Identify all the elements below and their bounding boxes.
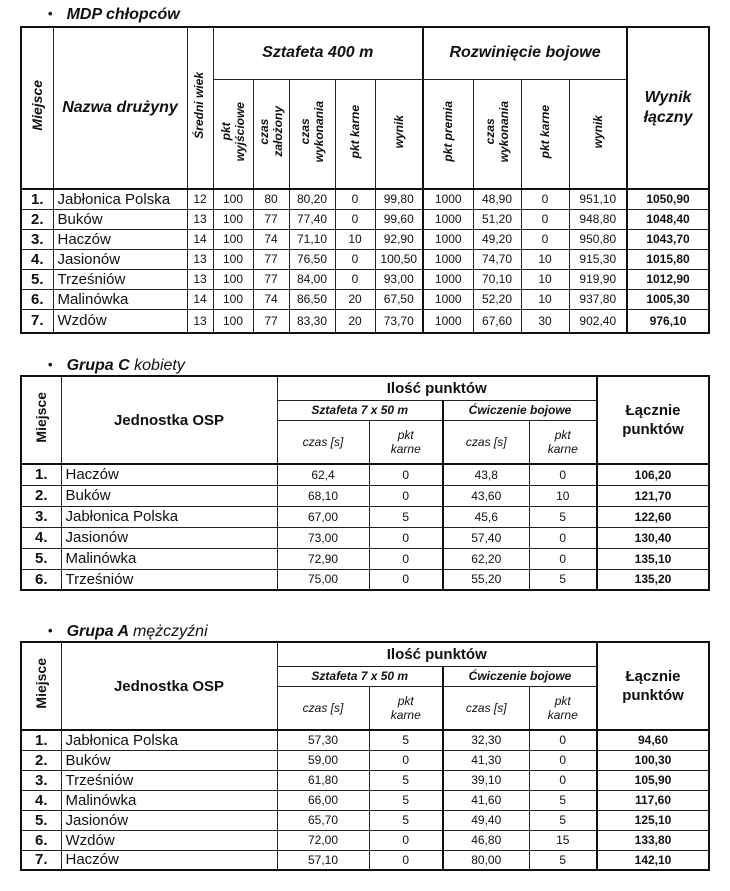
r-wynik-cell: 950,80 bbox=[569, 229, 627, 249]
col-header-czas: czas [s] bbox=[443, 686, 529, 730]
place-cell: 3. bbox=[21, 506, 61, 527]
col-header-jednostka: Jednostka OSP bbox=[61, 642, 277, 730]
place-cell: 5. bbox=[21, 810, 61, 830]
place-cell: 6. bbox=[21, 830, 61, 850]
col-header-r-pkt-karne: pkt karne bbox=[521, 79, 569, 189]
pkt-wyjsciowe-cell: 100 bbox=[213, 309, 253, 333]
sztafeta-pkt-karne-cell: 0 bbox=[369, 548, 443, 569]
table-row bbox=[21, 850, 709, 870]
czas-zalozony-cell: 77 bbox=[253, 249, 289, 269]
sztafeta-pkt-karne-cell: 5 bbox=[369, 790, 443, 810]
unit-name-cell: Jasionów bbox=[61, 810, 277, 830]
unit-name-cell: Haczów bbox=[61, 850, 277, 870]
mdp-results-table bbox=[20, 26, 710, 334]
group-header-ilosc-punktow: Ilość punktów bbox=[277, 642, 597, 666]
czas-zalozony-cell: 77 bbox=[253, 269, 289, 289]
sztafeta-czas-cell: 66,00 bbox=[277, 790, 369, 810]
lacznie-punktow-cell: 106,20 bbox=[597, 464, 709, 485]
place-cell: 1. bbox=[21, 730, 61, 750]
unit-name-cell: Jabłonica Polska bbox=[61, 506, 277, 527]
sztafeta-pkt-karne-cell: 5 bbox=[369, 506, 443, 527]
place-cell: 7. bbox=[21, 850, 61, 870]
avg-age-cell: 13 bbox=[187, 309, 213, 333]
col-header-pkt-premia: pkt premia bbox=[423, 79, 473, 189]
unit-name-cell: Buków bbox=[61, 485, 277, 506]
cwiczenie-pkt-karne-cell: 0 bbox=[529, 548, 597, 569]
czas-zalozony-cell: 74 bbox=[253, 289, 289, 309]
col-header-miejsce: Miejsce bbox=[21, 642, 61, 730]
sztafeta-czas-cell: 72,90 bbox=[277, 548, 369, 569]
r-czas-wykonania-cell: 48,90 bbox=[473, 189, 521, 209]
place-cell: 1. bbox=[21, 189, 53, 209]
cwiczenie-czas-cell: 43,60 bbox=[443, 485, 529, 506]
pkt-wyjsciowe-cell: 100 bbox=[213, 249, 253, 269]
col-header-r-czas-wykonania: czas wykonania bbox=[473, 79, 521, 189]
team-name-cell: Buków bbox=[53, 209, 187, 229]
lacznie-punktow-cell: 100,30 bbox=[597, 750, 709, 770]
table-row bbox=[21, 229, 709, 249]
col-header-pkt-karne: pkt karne bbox=[529, 420, 597, 464]
cwiczenie-czas-cell: 57,40 bbox=[443, 527, 529, 548]
cwiczenie-czas-cell: 32,30 bbox=[443, 730, 529, 750]
czas-zalozony-cell: 77 bbox=[253, 309, 289, 333]
r-czas-wykonania-cell: 74,70 bbox=[473, 249, 521, 269]
pkt-premia-cell: 1000 bbox=[423, 289, 473, 309]
col-header-pkt-karne: pkt karne bbox=[335, 79, 375, 189]
czas-wykonania-cell: 80,20 bbox=[289, 189, 335, 209]
czas-wykonania-cell: 84,00 bbox=[289, 269, 335, 289]
lacznie-punktow-cell: 130,40 bbox=[597, 527, 709, 548]
r-wynik-cell: 915,30 bbox=[569, 249, 627, 269]
place-cell: 4. bbox=[21, 790, 61, 810]
lacznie-punktow-cell: 105,90 bbox=[597, 770, 709, 790]
place-cell: 1. bbox=[21, 464, 61, 485]
pkt-wyjsciowe-cell: 100 bbox=[213, 269, 253, 289]
wynik-cell: 99,60 bbox=[375, 209, 423, 229]
table-row bbox=[21, 485, 709, 506]
pkt-karne-cell: 10 bbox=[335, 229, 375, 249]
unit-name-cell: Jabłonica Polska bbox=[61, 730, 277, 750]
pkt-premia-cell: 1000 bbox=[423, 309, 473, 333]
cwiczenie-pkt-karne-cell: 5 bbox=[529, 569, 597, 590]
col-header-czas-wykonania: czas wykonania bbox=[289, 79, 335, 189]
table-row bbox=[21, 770, 709, 790]
r-wynik-cell: 951,10 bbox=[569, 189, 627, 209]
r-wynik-cell: 902,40 bbox=[569, 309, 627, 333]
czas-wykonania-cell: 83,30 bbox=[289, 309, 335, 333]
wynik-laczny-cell: 1048,40 bbox=[627, 209, 709, 229]
avg-age-cell: 13 bbox=[187, 249, 213, 269]
r-pkt-karne-cell: 30 bbox=[521, 309, 569, 333]
r-wynik-cell: 937,80 bbox=[569, 289, 627, 309]
r-czas-wykonania-cell: 49,20 bbox=[473, 229, 521, 249]
sztafeta-pkt-karne-cell: 0 bbox=[369, 750, 443, 770]
group-header-cwiczenie: Ćwiczenie bojowe bbox=[443, 400, 597, 420]
place-cell: 5. bbox=[21, 269, 53, 289]
unit-name-cell: Malinówka bbox=[61, 548, 277, 569]
pkt-premia-cell: 1000 bbox=[423, 229, 473, 249]
col-header-wiek: Średni wiek bbox=[187, 27, 213, 189]
lacznie-punktow-cell: 121,70 bbox=[597, 485, 709, 506]
table-row bbox=[21, 209, 709, 229]
unit-name-cell: Wzdów bbox=[61, 830, 277, 850]
sztafeta-pkt-karne-cell: 0 bbox=[369, 485, 443, 506]
place-cell: 3. bbox=[21, 229, 53, 249]
pkt-premia-cell: 1000 bbox=[423, 249, 473, 269]
sztafeta-pkt-karne-cell: 0 bbox=[369, 527, 443, 548]
lacznie-punktow-cell: 135,20 bbox=[597, 569, 709, 590]
sztafeta-czas-cell: 62,4 bbox=[277, 464, 369, 485]
sztafeta-pkt-karne-cell: 0 bbox=[369, 569, 443, 590]
grupa-c-section-title: • Grupa C kobiety bbox=[48, 357, 185, 374]
r-pkt-karne-cell: 10 bbox=[521, 269, 569, 289]
cwiczenie-pkt-karne-cell: 0 bbox=[529, 750, 597, 770]
table-row bbox=[21, 249, 709, 269]
col-header-pkt-karne: pkt karne bbox=[369, 420, 443, 464]
pkt-karne-cell: 20 bbox=[335, 309, 375, 333]
team-name-cell: Haczów bbox=[53, 229, 187, 249]
sztafeta-czas-cell: 61,80 bbox=[277, 770, 369, 790]
wynik-cell: 73,70 bbox=[375, 309, 423, 333]
r-czas-wykonania-cell: 52,20 bbox=[473, 289, 521, 309]
team-name-cell: Trześniów bbox=[53, 269, 187, 289]
wynik-laczny-cell: 1043,70 bbox=[627, 229, 709, 249]
pkt-wyjsciowe-cell: 100 bbox=[213, 229, 253, 249]
table-row bbox=[21, 548, 709, 569]
table-row bbox=[21, 309, 709, 333]
wynik-laczny-cell: 976,10 bbox=[627, 309, 709, 333]
place-cell: 7. bbox=[21, 309, 53, 333]
table-row bbox=[21, 289, 709, 309]
cwiczenie-pkt-karne-cell: 5 bbox=[529, 790, 597, 810]
wynik-laczny-cell: 1050,90 bbox=[627, 189, 709, 209]
pkt-karne-cell: 0 bbox=[335, 209, 375, 229]
place-cell: 2. bbox=[21, 750, 61, 770]
table-row bbox=[21, 527, 709, 548]
place-cell: 3. bbox=[21, 770, 61, 790]
cwiczenie-pkt-karne-cell: 0 bbox=[529, 464, 597, 485]
wynik-cell: 99,80 bbox=[375, 189, 423, 209]
lacznie-punktow-cell: 133,80 bbox=[597, 830, 709, 850]
avg-age-cell: 13 bbox=[187, 209, 213, 229]
sztafeta-pkt-karne-cell: 0 bbox=[369, 850, 443, 870]
cwiczenie-czas-cell: 62,20 bbox=[443, 548, 529, 569]
wynik-cell: 100,50 bbox=[375, 249, 423, 269]
sztafeta-czas-cell: 67,00 bbox=[277, 506, 369, 527]
pkt-wyjsciowe-cell: 100 bbox=[213, 189, 253, 209]
sztafeta-czas-cell: 57,10 bbox=[277, 850, 369, 870]
unit-name-cell: Trześniów bbox=[61, 770, 277, 790]
czas-zalozony-cell: 80 bbox=[253, 189, 289, 209]
table-row bbox=[21, 506, 709, 527]
wynik-laczny-cell: 1012,90 bbox=[627, 269, 709, 289]
cwiczenie-pkt-karne-cell: 15 bbox=[529, 830, 597, 850]
col-header-czas: czas [s] bbox=[277, 686, 369, 730]
table-row bbox=[21, 810, 709, 830]
col-header-lacznie-punktow: Łącznie punktów bbox=[597, 642, 709, 730]
team-name-cell: Malinówka bbox=[53, 289, 187, 309]
cwiczenie-czas-cell: 55,20 bbox=[443, 569, 529, 590]
cwiczenie-pkt-karne-cell: 5 bbox=[529, 810, 597, 830]
col-header-miejsce: Miejsce bbox=[21, 376, 61, 464]
pkt-premia-cell: 1000 bbox=[423, 209, 473, 229]
col-header-r-wynik: wynik bbox=[569, 79, 627, 189]
lacznie-punktow-cell: 135,10 bbox=[597, 548, 709, 569]
col-header-wynik: wynik bbox=[375, 79, 423, 189]
lacznie-punktow-cell: 94,60 bbox=[597, 730, 709, 750]
r-czas-wykonania-cell: 51,20 bbox=[473, 209, 521, 229]
pkt-wyjsciowe-cell: 100 bbox=[213, 209, 253, 229]
pkt-karne-cell: 0 bbox=[335, 249, 375, 269]
unit-name-cell: Jasionów bbox=[61, 527, 277, 548]
sztafeta-pkt-karne-cell: 0 bbox=[369, 464, 443, 485]
wynik-cell: 93,00 bbox=[375, 269, 423, 289]
col-header-miejsce: Miejsce bbox=[21, 27, 53, 189]
czas-zalozony-cell: 74 bbox=[253, 229, 289, 249]
pkt-wyjsciowe-cell: 100 bbox=[213, 289, 253, 309]
place-cell: 6. bbox=[21, 289, 53, 309]
sztafeta-pkt-karne-cell: 5 bbox=[369, 770, 443, 790]
grupa-a-section-title: • Grupa A mężczyźni bbox=[48, 623, 208, 640]
sztafeta-czas-cell: 57,30 bbox=[277, 730, 369, 750]
col-header-wynik-laczny: Wynik łączny bbox=[627, 27, 709, 189]
sztafeta-czas-cell: 72,00 bbox=[277, 830, 369, 850]
team-name-cell: Wzdów bbox=[53, 309, 187, 333]
sztafeta-czas-cell: 73,00 bbox=[277, 527, 369, 548]
r-wynik-cell: 948,80 bbox=[569, 209, 627, 229]
r-czas-wykonania-cell: 70,10 bbox=[473, 269, 521, 289]
table-row bbox=[21, 830, 709, 850]
lacznie-punktow-cell: 142,10 bbox=[597, 850, 709, 870]
col-header-pkt-wyjsciowe: pkt wyjściowe bbox=[213, 79, 253, 189]
group-header-ilosc-punktow: Ilość punktów bbox=[277, 376, 597, 400]
team-name-cell: Jasionów bbox=[53, 249, 187, 269]
col-header-jednostka: Jednostka OSP bbox=[61, 376, 277, 464]
bullet-icon: • bbox=[48, 357, 53, 372]
table-row bbox=[21, 269, 709, 289]
table-row bbox=[21, 569, 709, 590]
group-header-rozwiniecie: Rozwinięcie bojowe bbox=[423, 27, 627, 79]
cwiczenie-czas-cell: 49,40 bbox=[443, 810, 529, 830]
czas-wykonania-cell: 76,50 bbox=[289, 249, 335, 269]
cwiczenie-pkt-karne-cell: 0 bbox=[529, 770, 597, 790]
sztafeta-czas-cell: 75,00 bbox=[277, 569, 369, 590]
cwiczenie-czas-cell: 43,8 bbox=[443, 464, 529, 485]
bullet-icon: • bbox=[48, 623, 53, 638]
cwiczenie-pkt-karne-cell: 10 bbox=[529, 485, 597, 506]
czas-wykonania-cell: 77,40 bbox=[289, 209, 335, 229]
team-name-cell: Jabłonica Polska bbox=[53, 189, 187, 209]
avg-age-cell: 13 bbox=[187, 269, 213, 289]
table-row bbox=[21, 790, 709, 810]
col-header-pkt-karne: pkt karne bbox=[369, 686, 443, 730]
table-row bbox=[21, 730, 709, 750]
cwiczenie-czas-cell: 45,6 bbox=[443, 506, 529, 527]
place-cell: 2. bbox=[21, 209, 53, 229]
wynik-cell: 67,50 bbox=[375, 289, 423, 309]
lacznie-punktow-cell: 117,60 bbox=[597, 790, 709, 810]
place-cell: 2. bbox=[21, 485, 61, 506]
sztafeta-czas-cell: 65,70 bbox=[277, 810, 369, 830]
mdp-section-title: • MDP chłopców bbox=[48, 6, 180, 23]
col-header-pkt-karne: pkt karne bbox=[529, 686, 597, 730]
unit-name-cell: Malinówka bbox=[61, 790, 277, 810]
lacznie-punktow-cell: 122,60 bbox=[597, 506, 709, 527]
table-row bbox=[21, 464, 709, 485]
table-row bbox=[21, 750, 709, 770]
cwiczenie-pkt-karne-cell: 5 bbox=[529, 506, 597, 527]
grupa-a-results-table bbox=[20, 641, 710, 871]
col-header-lacznie-punktow: Łącznie punktów bbox=[597, 376, 709, 464]
group-header-sztafeta: Sztafeta 7 x 50 m bbox=[277, 666, 443, 686]
sztafeta-czas-cell: 68,10 bbox=[277, 485, 369, 506]
place-cell: 6. bbox=[21, 569, 61, 590]
unit-name-cell: Trześniów bbox=[61, 569, 277, 590]
avg-age-cell: 14 bbox=[187, 289, 213, 309]
r-pkt-karne-cell: 0 bbox=[521, 189, 569, 209]
sztafeta-pkt-karne-cell: 5 bbox=[369, 730, 443, 750]
pkt-karne-cell: 20 bbox=[335, 289, 375, 309]
avg-age-cell: 14 bbox=[187, 229, 213, 249]
place-cell: 4. bbox=[21, 249, 53, 269]
cwiczenie-czas-cell: 41,60 bbox=[443, 790, 529, 810]
sztafeta-pkt-karne-cell: 0 bbox=[369, 830, 443, 850]
sztafeta-pkt-karne-cell: 5 bbox=[369, 810, 443, 830]
cwiczenie-czas-cell: 41,30 bbox=[443, 750, 529, 770]
col-header-czas: czas [s] bbox=[277, 420, 369, 464]
avg-age-cell: 12 bbox=[187, 189, 213, 209]
czas-wykonania-cell: 71,10 bbox=[289, 229, 335, 249]
group-header-sztafeta: Sztafeta 7 x 50 m bbox=[277, 400, 443, 420]
col-header-czas-zalozony: czas założony bbox=[253, 79, 289, 189]
pkt-karne-cell: 0 bbox=[335, 189, 375, 209]
table-row bbox=[21, 189, 709, 209]
wynik-laczny-cell: 1005,30 bbox=[627, 289, 709, 309]
pkt-karne-cell: 0 bbox=[335, 269, 375, 289]
cwiczenie-czas-cell: 39,10 bbox=[443, 770, 529, 790]
r-pkt-karne-cell: 0 bbox=[521, 209, 569, 229]
r-czas-wykonania-cell: 67,60 bbox=[473, 309, 521, 333]
unit-name-cell: Buków bbox=[61, 750, 277, 770]
wynik-laczny-cell: 1015,80 bbox=[627, 249, 709, 269]
czas-zalozony-cell: 77 bbox=[253, 209, 289, 229]
bullet-icon: • bbox=[48, 6, 53, 21]
cwiczenie-czas-cell: 80,00 bbox=[443, 850, 529, 870]
czas-wykonania-cell: 86,50 bbox=[289, 289, 335, 309]
pkt-premia-cell: 1000 bbox=[423, 189, 473, 209]
col-header-czas: czas [s] bbox=[443, 420, 529, 464]
cwiczenie-pkt-karne-cell: 5 bbox=[529, 850, 597, 870]
grupa-c-results-table bbox=[20, 375, 710, 591]
r-wynik-cell: 919,90 bbox=[569, 269, 627, 289]
cwiczenie-czas-cell: 46,80 bbox=[443, 830, 529, 850]
wynik-cell: 92,90 bbox=[375, 229, 423, 249]
lacznie-punktow-cell: 125,10 bbox=[597, 810, 709, 830]
place-cell: 4. bbox=[21, 527, 61, 548]
place-cell: 5. bbox=[21, 548, 61, 569]
group-header-cwiczenie: Ćwiczenie bojowe bbox=[443, 666, 597, 686]
r-pkt-karne-cell: 10 bbox=[521, 249, 569, 269]
col-header-nazwa: Nazwa drużyny bbox=[53, 27, 187, 189]
r-pkt-karne-cell: 0 bbox=[521, 229, 569, 249]
group-header-sztafeta: Sztafeta 400 m bbox=[213, 27, 423, 79]
pkt-premia-cell: 1000 bbox=[423, 269, 473, 289]
cwiczenie-pkt-karne-cell: 0 bbox=[529, 730, 597, 750]
cwiczenie-pkt-karne-cell: 0 bbox=[529, 527, 597, 548]
unit-name-cell: Haczów bbox=[61, 464, 277, 485]
sztafeta-czas-cell: 59,00 bbox=[277, 750, 369, 770]
r-pkt-karne-cell: 10 bbox=[521, 289, 569, 309]
